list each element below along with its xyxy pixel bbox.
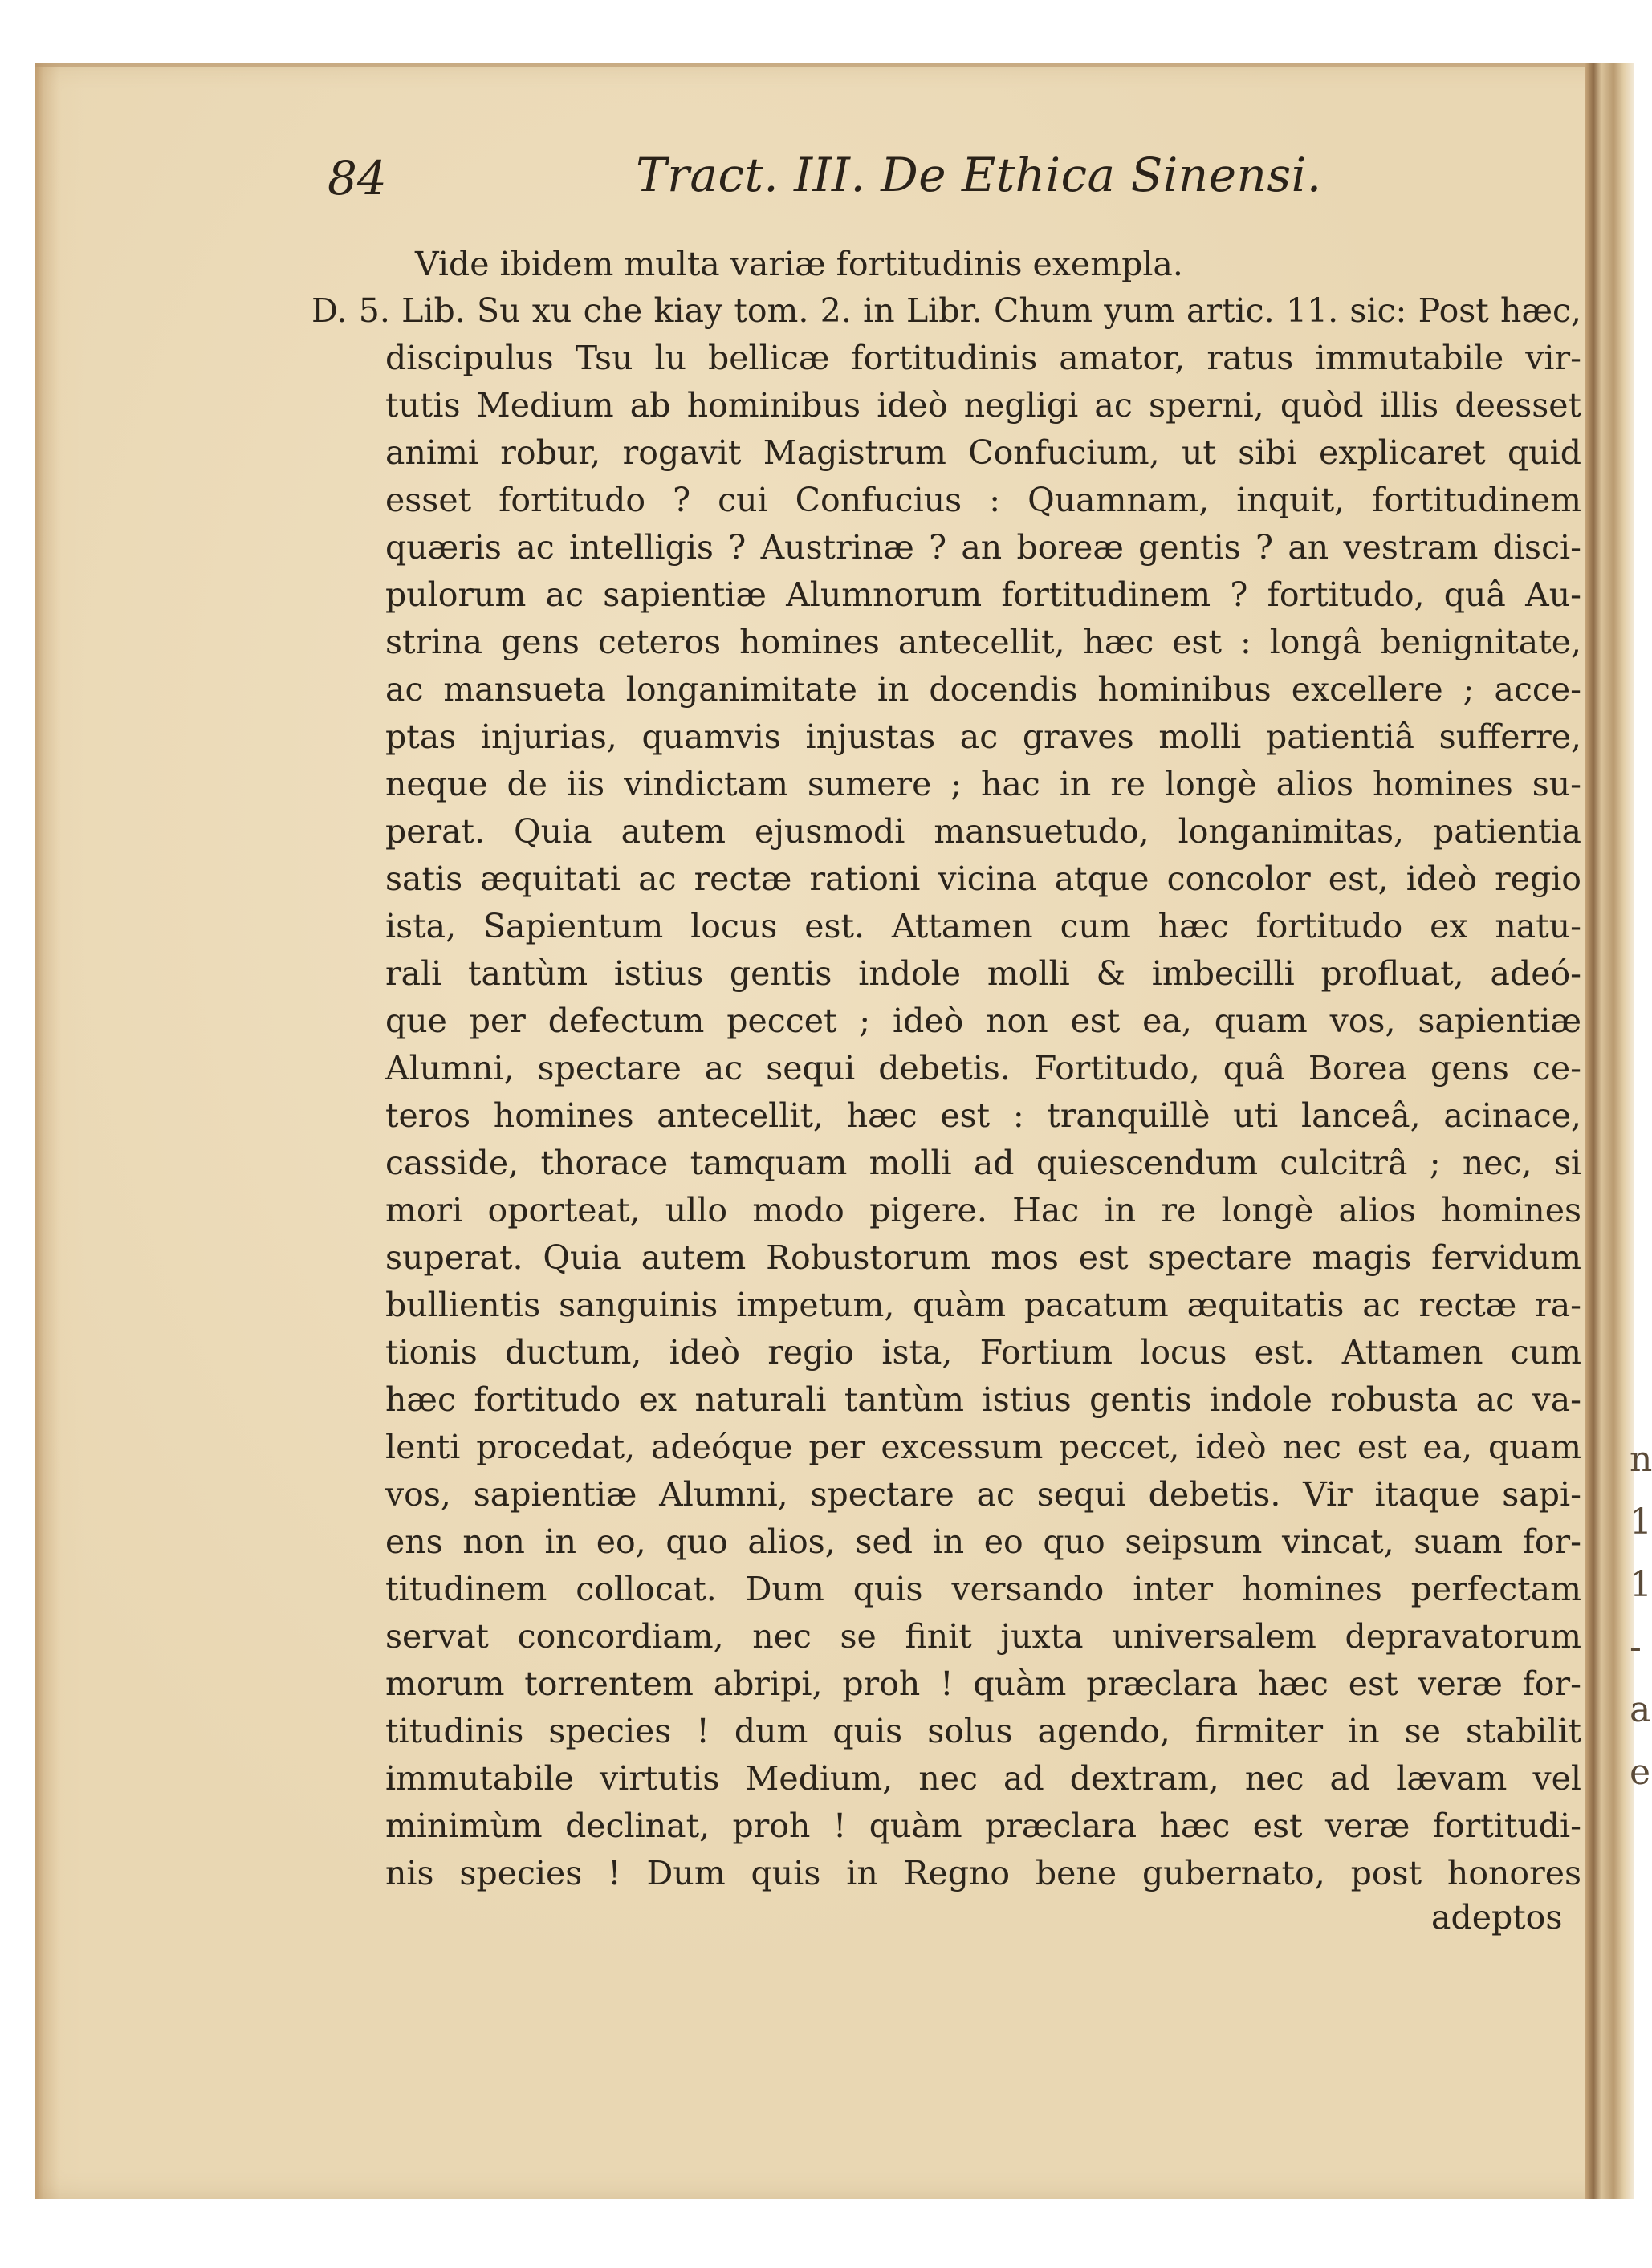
text-line: rali tantùm istius gentis indole molli & imbecilli profluat, adeó- <box>385 954 1581 993</box>
text-line: hæc fortitudo ex naturali tantùm istius gentis indole robusta ac va- <box>385 1380 1581 1419</box>
text-line: titudinem collocat. Dum quis versando inter homines perfectam <box>385 1570 1581 1608</box>
page-number: 84 <box>328 151 387 205</box>
margin-fragment: n <box>1630 1439 1652 1480</box>
text-line: pulorum ac sapientiæ Alumnorum fortitudinem ? fortitudo, quâ Au- <box>385 575 1581 614</box>
margin-fragment: - <box>1630 1627 1642 1668</box>
text-line: discipulus Tsu lu bellicæ fortitudinis amator, ratus immutabile vir- <box>385 339 1581 377</box>
text-line: ac mansueta longanimitate in docendis hominibus excellere ; acce- <box>385 670 1581 709</box>
text-line: servat concordiam, nec se finit juxta universalem depravatorum <box>385 1617 1581 1656</box>
text-line: tutis Medium ab hominibus ideò negligi ac sperni, quòd illis deesset <box>385 386 1581 425</box>
text-line: teros homines antecellit, hæc est : tranquillè uti lanceâ, acinace, <box>385 1096 1581 1135</box>
text-line: Alumni, spectare ac sequi debetis. Fortitudo, quâ Borea gens ce- <box>385 1049 1581 1087</box>
text-line: neque de iis vindictam sumere ; hac in re longè alios homines su- <box>385 765 1581 803</box>
text-line: que per defectum peccet ; ideò non est ea, quam vos, sapientiæ <box>385 1002 1581 1040</box>
margin-fragment: e <box>1630 1752 1651 1793</box>
text-line: minimùm declinat, proh ! quàm præclara hæc est veræ fortitudi- <box>385 1807 1581 1845</box>
text-line: tionis ductum, ideò regio ista, Fortium locus est. Attamen cum <box>385 1333 1581 1372</box>
text-line: vos, sapientiæ Alumni, spectare ac sequi debetis. Vir itaque sapi- <box>385 1475 1581 1514</box>
text-line: ista, Sapientum locus est. Attamen cum hæc fortitudo ex natu- <box>385 907 1581 945</box>
text-line: lenti procedat, adeóque per excessum peccet, ideò nec est ea, quam <box>385 1428 1581 1466</box>
catchword: adeptos <box>1431 1898 1563 1937</box>
text-line: titudinis species ! dum quis solus agendo, firmiter in se stabilit <box>385 1712 1581 1750</box>
text-line: nis species ! Dum quis in Regno bene gubernato, post honores <box>385 1854 1581 1892</box>
text-line: quæris ac intelligis ? Austrinæ ? an boreæ gentis ? an vestram disci- <box>385 528 1581 567</box>
text-line: morum torrentem abripi, proh ! quàm præclara hæc est veræ for- <box>385 1664 1581 1703</box>
text-line: D. 5. Lib. Su xu che kiay tom. 2. in Libr. Chum yum artic. 11. sic: Post hæc, <box>311 291 1581 330</box>
text-line: animi robur, rogavit Magistrum Confucium, ut sibi explicaret quid <box>385 433 1581 472</box>
running-title: Tract. III. De Ethica Sinensi. <box>636 148 1322 202</box>
text-line: strina gens ceteros homines antecellit, hæc est : longâ benignitate, <box>385 623 1581 661</box>
margin-fragment: 1 <box>1630 1564 1652 1605</box>
text-line: esset fortitudo ? cui Confucius : Quamnam, inquit, fortitudinem <box>385 481 1581 519</box>
text-line: ens non in eo, quo alios, sed in eo quo seipsum vincat, suam for- <box>385 1522 1581 1561</box>
text-line: ptas injurias, quamvis injustas ac graves molli patientiâ sufferre, <box>385 717 1581 756</box>
text-line: casside, thorace tamquam molli ad quiescendum culcitrâ ; nec, si <box>385 1144 1581 1182</box>
text-line: immutabile virtutis Medium, nec ad dextram, nec ad lævam vel <box>385 1759 1581 1798</box>
margin-fragment: a <box>1630 1689 1651 1730</box>
text-line: Vide ibidem multa variæ fortitudinis exempla. <box>415 245 1183 283</box>
text-line: mori oporteat, ullo modo pigere. Hac in re longè alios homines <box>385 1191 1581 1230</box>
text-line: bullientis sanguinis impetum, quàm pacatum æquitatis ac rectæ ra- <box>385 1286 1581 1324</box>
margin-fragment: 1 <box>1630 1502 1652 1542</box>
text-line: perat. Quia autem ejusmodi mansuetudo, longanimitas, patientia <box>385 812 1581 851</box>
text-line: superat. Quia autem Robustorum mos est spectare magis fervidum <box>385 1238 1581 1277</box>
text-line: satis æquitati ac rectæ rationi vicina atque concolor est, ideò regio <box>385 860 1581 898</box>
